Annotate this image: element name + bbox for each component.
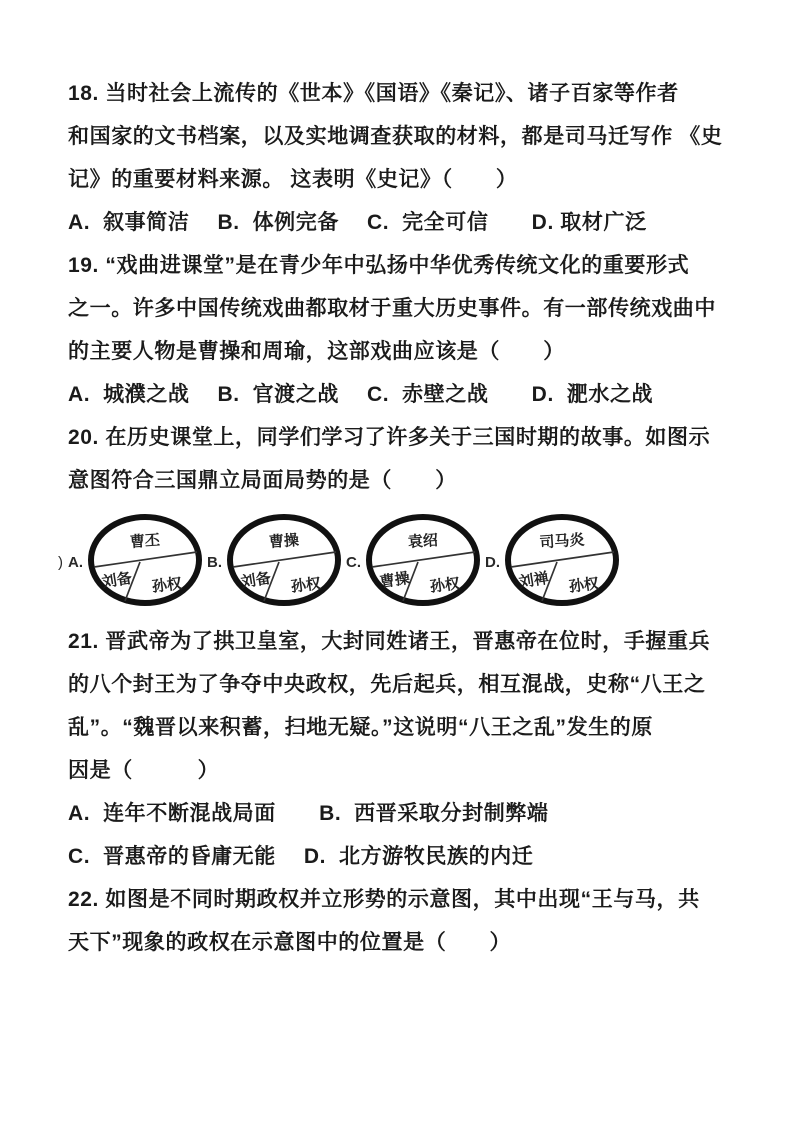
tripartite-oval-diagram-a xyxy=(86,512,204,608)
question-21-line-4: 因是（ ） xyxy=(68,759,220,782)
oval-bottom-left-name: 刘备 xyxy=(239,569,273,592)
oval-bottom-right-name: 孙权 xyxy=(151,575,183,596)
question-18 xyxy=(68,72,742,244)
diagram-option-b-label: B. xyxy=(207,553,222,571)
tripartite-oval-diagram-d xyxy=(503,512,621,608)
three-kingdoms-diagram-row xyxy=(58,504,742,616)
question-19-line-1: 19. “戏曲进课堂”是在青少年中弘扬中华优秀传统文化的重要形式 xyxy=(68,254,690,277)
oval-horizontal-divider xyxy=(233,552,336,567)
question-21-line-3: 乱”。“魏晋以来积蓄，扫地无疑。”这说明“八王之乱”发生的原 xyxy=(68,716,653,739)
oval-bottom-right-name: 孙权 xyxy=(290,575,322,596)
question-20 xyxy=(68,416,742,502)
oval-bottom-left-name: 曹操 xyxy=(378,569,412,592)
oval-horizontal-divider xyxy=(372,552,475,567)
tripartite-oval-diagram-c xyxy=(364,512,482,608)
question-22-line-1: 22. 如图是不同时期政权并立形势的示意图，其中出现“王与马，共 xyxy=(68,888,700,911)
question-18-line-2: 和国家的文书档案，以及实地调查获取的材料，都是司马迁写作 《史 xyxy=(68,125,723,148)
oval-bottom-left-name: 刘备 xyxy=(100,569,134,592)
oval-top-name: 曹操 xyxy=(268,531,300,552)
question-18-line-3: 记》的重要材料来源。 这表明《史记》（ ） xyxy=(68,168,518,191)
question-19-options: A. 城濮之战 B. 官渡之战 C. 赤壁之战 D. 淝水之战 xyxy=(68,383,654,406)
question-18-line-1: 18. 当时社会上流传的《世本》《国语》《秦记》、诸子百家等作者 xyxy=(68,82,679,105)
oval-top-name: 曹丕 xyxy=(129,531,161,552)
oval-bottom-left-name: 刘禅 xyxy=(517,569,551,592)
question-19-line-3: 的主要人物是曹操和周瑜，这部戏曲应该是（ ） xyxy=(68,340,565,363)
oval-top-name: 司马炎 xyxy=(538,531,586,552)
diagram-option-c-label: C. xyxy=(346,553,361,571)
question-20-line-2: 意图符合三国鼎立局面局势的是（ ） xyxy=(68,469,457,492)
oval-top-name: 袁绍 xyxy=(407,531,439,552)
oval-horizontal-divider xyxy=(94,552,197,567)
question-19-line-2: 之一。许多中国传统戏曲都取材于重大历史事件。有一部传统戏曲中 xyxy=(68,297,716,320)
question-20-line-1: 20. 在历史课堂上，同学们学习了许多关于三国时期的故事。如图示 xyxy=(68,426,711,449)
question-21-options-cd: C. 晋惠帝的昏庸无能 D. 北方游牧民族的内迁 xyxy=(68,845,534,868)
question-21-line-1: 21. 晋武帝为了拱卫皇室，大封同姓诸王，晋惠帝在位时，手握重兵 xyxy=(68,630,711,653)
question-22-line-2: 天下”现象的政权在示意图中的位置是（ ） xyxy=(68,931,512,954)
tripartite-oval-diagram-b xyxy=(225,512,343,608)
left-edge-fragment: ) xyxy=(58,553,63,571)
diagram-option-d-label: D. xyxy=(485,553,500,571)
oval-horizontal-divider xyxy=(511,552,614,567)
question-22 xyxy=(68,878,742,964)
question-19 xyxy=(68,244,742,416)
question-21 xyxy=(68,620,742,878)
question-21-options-ab: A. 连年不断混战局面 B. 西晋采取分封制弊端 xyxy=(68,802,549,825)
diagram-option-a-label: A. xyxy=(68,553,83,571)
question-21-line-2: 的八个封王为了争夺中央政权，先后起兵，相互混战，史称“八王之 xyxy=(68,673,706,696)
question-18-options: A. 叙事简洁 B. 体例完备 C. 完全可信 D. 取材广泛 xyxy=(68,211,647,234)
oval-bottom-right-name: 孙权 xyxy=(568,575,600,596)
oval-bottom-right-name: 孙权 xyxy=(429,575,461,596)
